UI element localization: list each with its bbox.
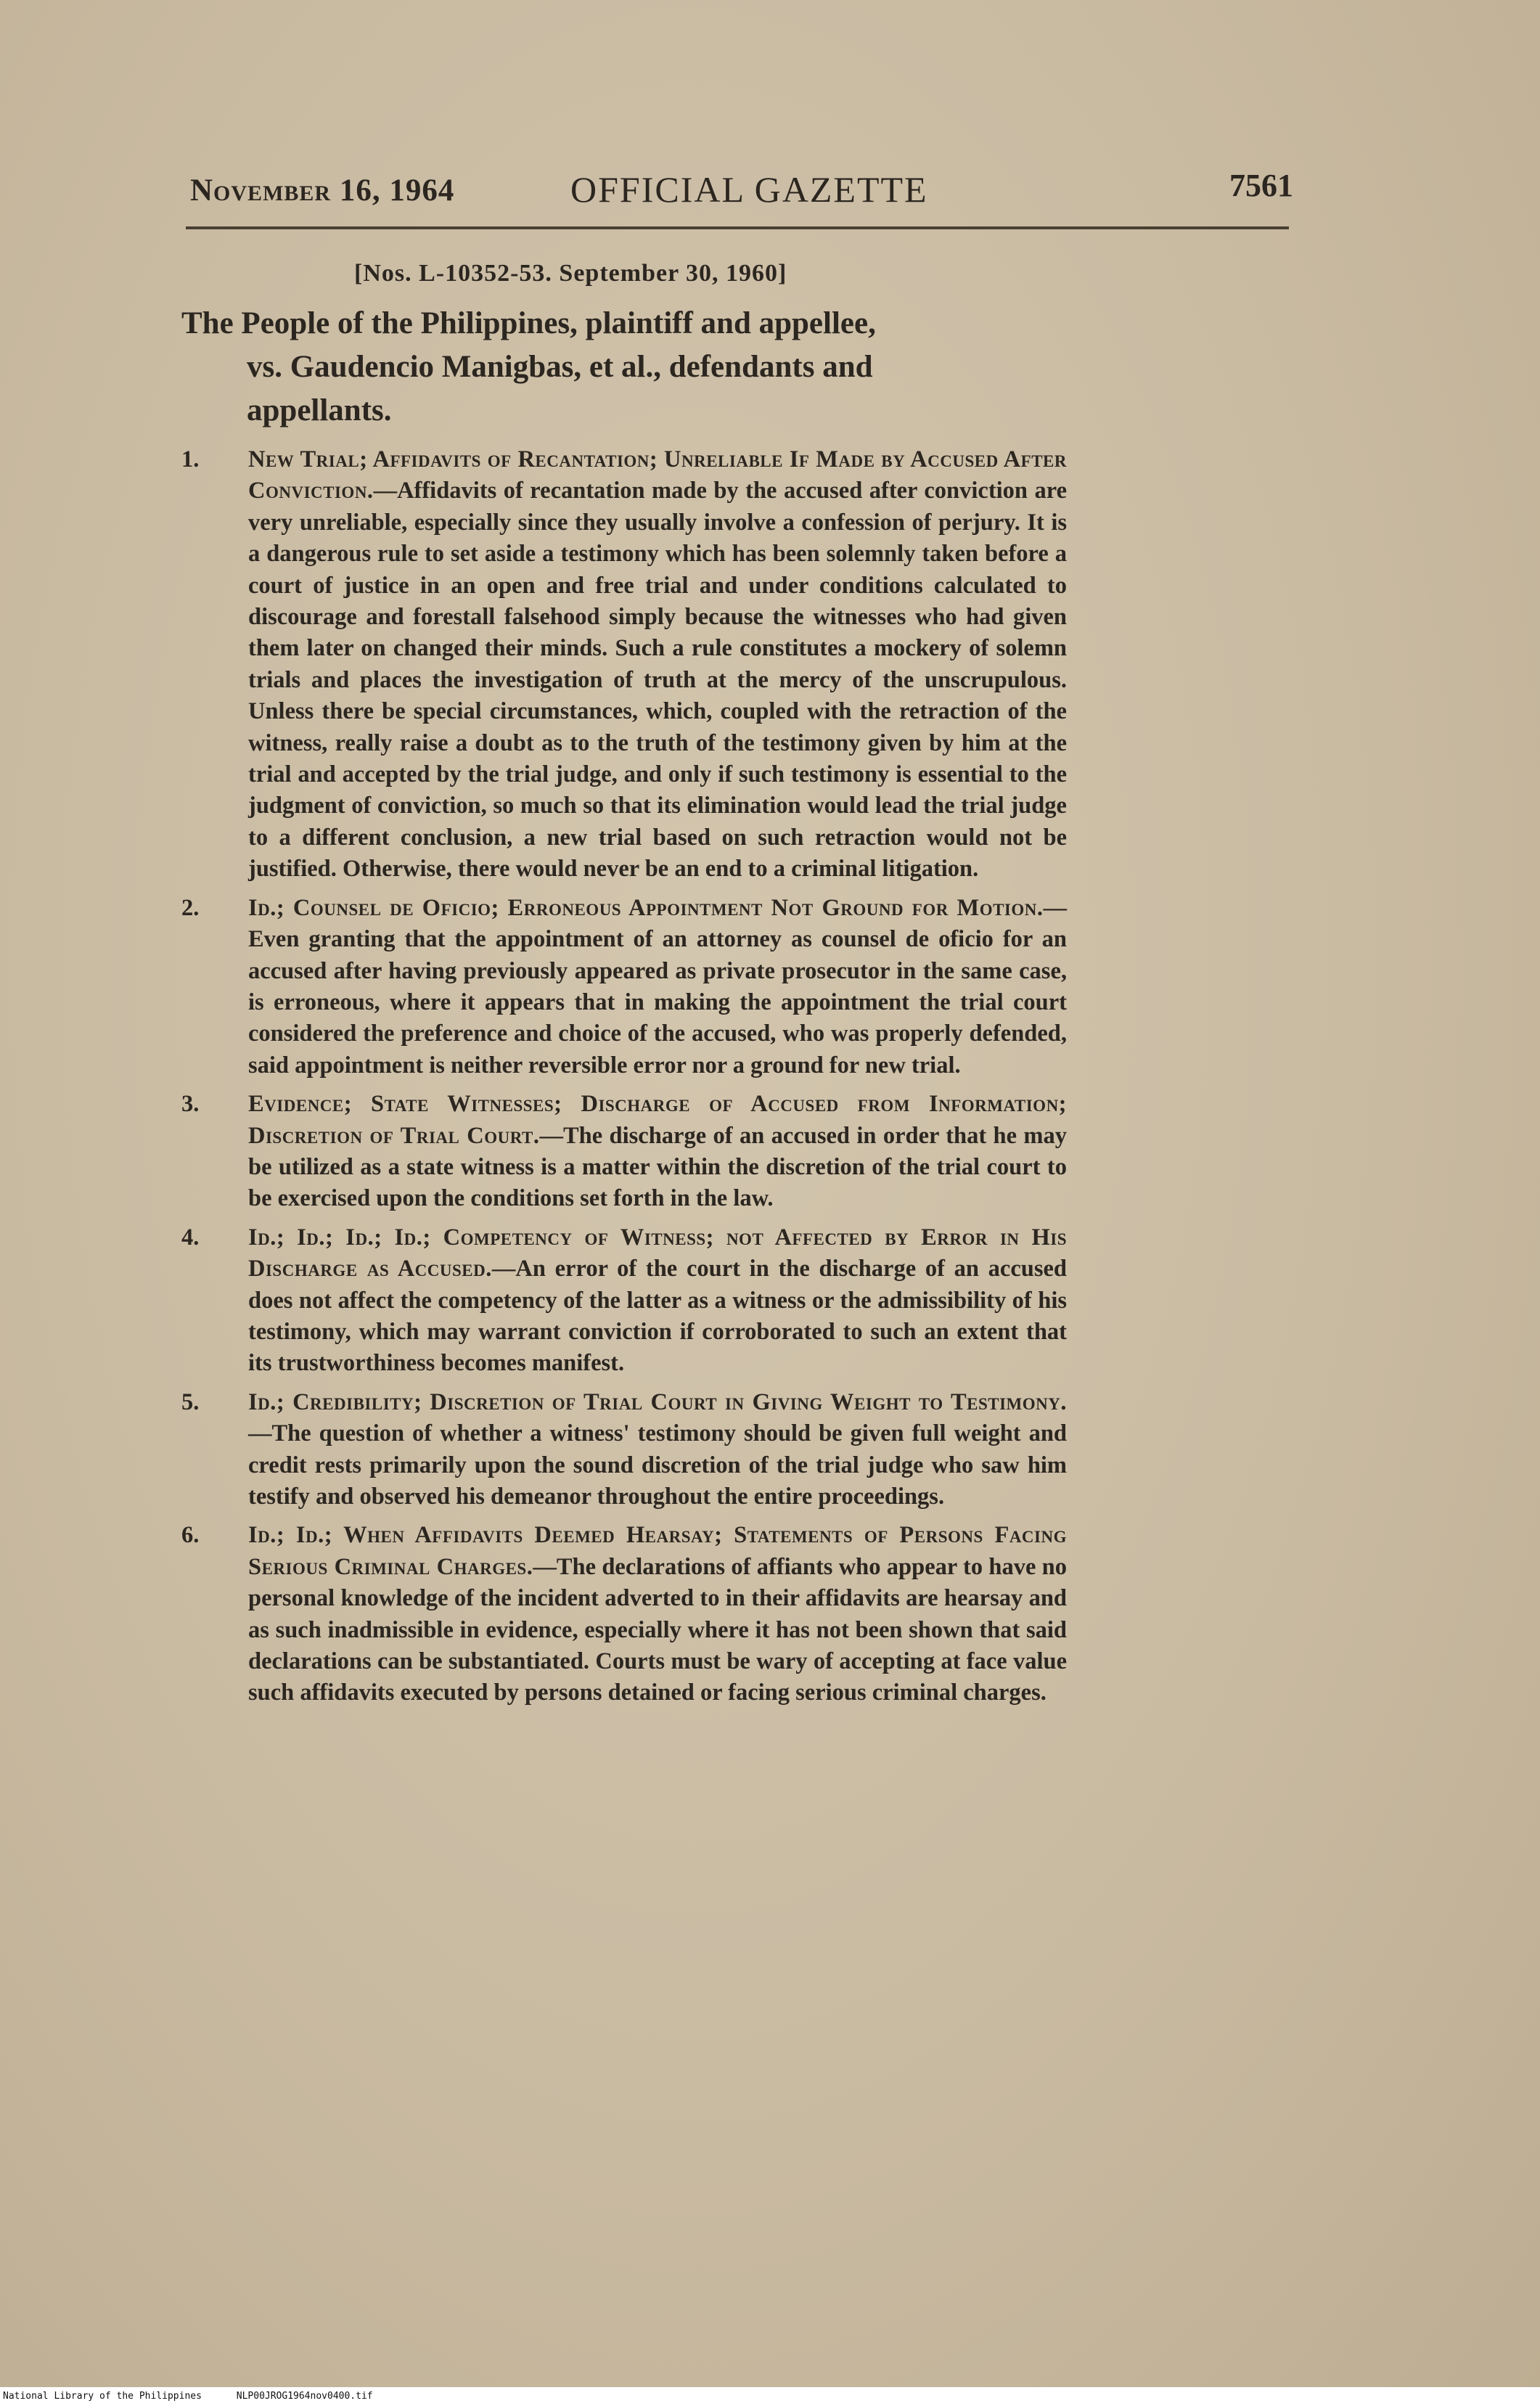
header-date: November 16, 1964 — [190, 173, 455, 208]
entry-body — [248, 444, 1067, 885]
entry-number: 2. — [181, 894, 200, 921]
entry-body — [248, 1222, 1067, 1380]
entry-body — [248, 1089, 1067, 1215]
entry-text: —The discharge of an accused in order that he may be utilized as a state witness is a matter within the discretion of the trial court to be exercised upon the conditions set forth in the law. — [248, 1122, 1067, 1212]
entry-heading: Id.; Counsel de Oficio; Erroneous Appointment Not Ground for Motion. — [248, 894, 1044, 921]
entry-body — [248, 893, 1067, 1081]
syllabus-entry — [181, 444, 1067, 885]
header-title: OFFICIAL GAZETTE — [570, 169, 928, 210]
entry-text: —The question of whether a witness' testimony should be given full weight and credit rests primarily upon the sound discretion of the trial judge who saw him testify and observed his demeanor throughout the entire proceedings. — [248, 1420, 1067, 1510]
entry-heading: Id.; Id.; Id.; Id.; Competency of Witness; not Affected by Error in His Discharge as Accused. — [248, 1224, 1067, 1282]
entry-heading: Id.; Credibility; Discretion of Trial Court in Giving Weight to Testimony. — [248, 1388, 1067, 1415]
entry-number: 3. — [181, 1091, 200, 1118]
case-number: [Nos. L-10352-53. September 30, 1960] — [354, 260, 787, 287]
caption-line-1: The People of the Philippines, plaintiff and appellee, — [181, 306, 876, 340]
entry-text: —Affidavits of recantation made by the accused after conviction are very unreliable, especially since they usually involve a confession of perjury. It is a dangerous rule to set aside a testimony which has been solemnly taken before a court of justice in an open and free trial and under conditions calculated to discourage and forestall falsehood simply because the witnesses who had given them later on changed their minds. Such a rule constitutes a mockery of solemn trials and places the investigation of truth at the mercy of the unscrupulous. Unless there be special circumstances, which, coupled with the retraction of the witness, really raise a doubt as to the truth of the testimony given by him at the trial and accepted by the trial judge, and only if such testimony is essential to the judgment of conviction, so much so that its elimination would lead the trial judge to a different conclusion, a new trial based on such retraction would not be justified. Otherwise, there would never be an end to a criminal litigation. — [248, 478, 1067, 883]
entry-number: 6. — [181, 1522, 200, 1549]
syllabus-entry — [181, 1520, 1067, 1709]
syllabus-entry — [181, 1089, 1067, 1215]
syllabus-entry — [181, 1387, 1067, 1513]
entry-body — [248, 1387, 1067, 1513]
entry-heading: Id.; Id.; When Affidavits Deemed Hearsay; Statements of Persons Facing Serious Criminal Charges. — [248, 1522, 1067, 1580]
case-caption — [181, 302, 1067, 433]
syllabus-entry — [181, 893, 1067, 1081]
entry-number: 1. — [181, 446, 200, 472]
entry-heading: Evidence; State Witnesses; Discharge of Accused from Information; Discretion of Trial Court. — [248, 1091, 1067, 1149]
entry-number: 5. — [181, 1388, 200, 1415]
footer-library: National Library of the Philippines — [3, 2391, 202, 2402]
footer-filename: NLP00JROG1964nov0400.tif — [236, 2391, 373, 2402]
entry-text: —An error of the court in the discharge of an accused does not affect the competency of the latter as a witness or the admissibility of his testimony, which may warrant conviction if corroborated to such an extent that its trustworthiness becomes manifest. — [248, 1256, 1067, 1377]
page-number: 7561 — [1229, 168, 1293, 203]
entry-text: —Even granting that the appointment of an attorney as counsel de oficio for an accused after having previously appeared as private prosecutor in the same case, is erroneous, where it appears that in making the appointment the trial court considered the preference and choice of the accused, who was properly defended, said appointment is neither reversible error nor a ground for new trial. — [248, 894, 1067, 1079]
caption-line-2: vs. Gaudencio Manigbas, et al., defendants and — [247, 350, 873, 384]
entry-text: —The declarations of affiants who appear to have no personal knowledge of the incident adverted to in their affidavits are hearsay and as such inadmissible in evidence, especially where it has not been shown that said declarations can be substantiated. Courts must be wary of accepting at face value such affidavits executed by persons detained or facing serious criminal charges. — [248, 1553, 1067, 1706]
entry-number: 4. — [181, 1224, 200, 1251]
syllabus-entry — [181, 1222, 1067, 1380]
page-header — [190, 165, 1293, 216]
scan-footer — [0, 2387, 1540, 2406]
entry-body — [248, 1520, 1067, 1709]
syllabus — [181, 444, 1067, 1716]
entry-heading: New Trial; Affidavits of Recantation; Unreliable If Made by Accused After Conviction. — [248, 446, 1067, 504]
header-rule — [186, 226, 1289, 229]
caption-line-3: appellants. — [247, 393, 392, 427]
